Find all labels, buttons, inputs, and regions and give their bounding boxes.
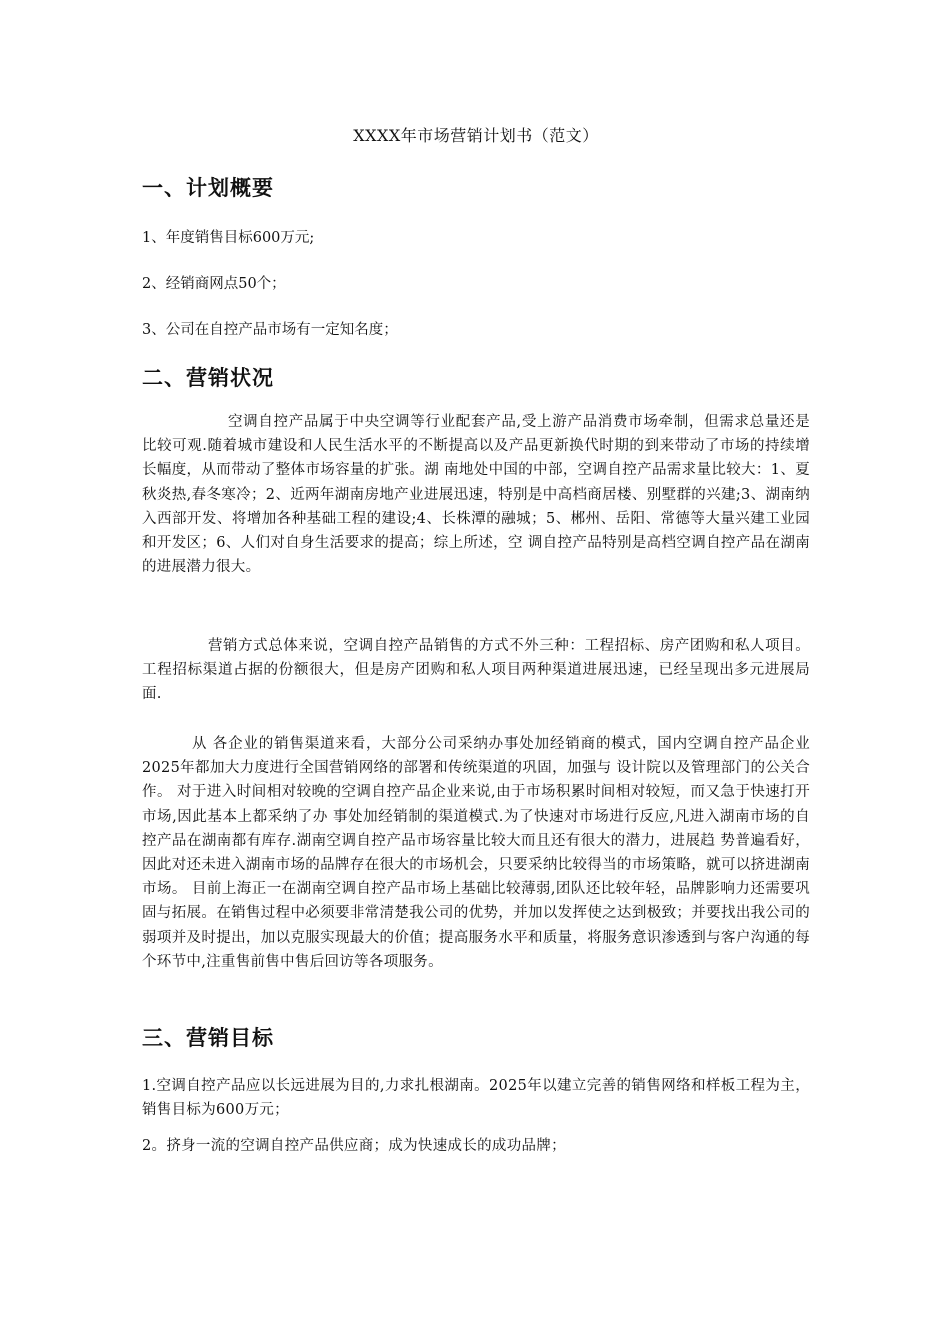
paragraph-market-overview: 空调自控产品属于中央空调等行业配套产品,受上游产品消费市场牵制，但需求总量还是比较可观.随着城市建设和人民生活水平的不断提高以及产品更新换代时期的到来带动了市场的持续增长幅度，从而带动了整体市场容量的扩张。湖 南地处中国的中部，空调自控产品需求量比较大：1、夏秋炎热,春冬寒冷；2、近两年湖南房地产业进展迅速，特别是中高档商居楼、别墅群的兴建;3、湖南纳 入西部开发、将增加各种基础工程的建设;4、长株潭的融城；5、郴州、岳阳、常德等大量兴建工业园和开发区；6、人们对自身生活要求的提高；综上所述，空 调自控产品特别是高档空调自控产品在湖南的进展潜力很大。 — [142, 414, 810, 576]
overview-item-brand-awareness: 3、公司在自控产品市场有一定知名度； — [142, 322, 398, 338]
overview-item-sales-target: 1、年度销售目标600万元; — [142, 230, 315, 246]
paragraph-sales-channels: 从 各企业的销售渠道来看，大部分公司采纳办事处加经销商的模式，国内空调自控产品企业2025年都加大力度进行全国营销网络的部署和传统渠道的巩固，加强与 设计院以及管理部门的公关合作。 对于进入时间相对较晚的空调自控产品企业来说,由于市场积累时间相对较短，而又急于快速打开市场,因此基本上都采纳了办 事处加经销制的渠道模式.为了快速对市场进行反应,凡进入湖南市场的自控产品在湖南都有库存.湖南空调自控产品市场容量比较大而且还有很大的潜力，进展趋 势普遍看好，因此对还未进入湖南市场的品牌存在很大的市场机会，只要采纳比较得当的市场策略，就可以挤进湖南市场。 目前上海正一在湖南空调自控产品市场上基础比较薄弱,团队还比较年轻，品牌影响力还需要巩固与拓展。在销售过程中必须要非常清楚我公司的优势，并加以发挥使之达到极致；并要找出我公司的弱项并及时提出，加以克服实现最大的价值；提高服务水平和质量，将服务意识渗透到与客户沟通的每个环节中,注重售前售中售后回访等各项服务。 — [142, 736, 810, 970]
section-heading-marketing-status: 二、营销状况 — [142, 366, 274, 390]
section-heading-plan-overview: 一、计划概要 — [142, 176, 274, 200]
overview-item-dealer-outlets: 2、经销商网点50个； — [142, 276, 286, 292]
paragraph-sales-methods: 营销方式总体来说，空调自控产品销售的方式不外三种：工程招标、房产团购和私人项目。工程招标渠道占据的份额很大，但是房产团购和私人项目两种渠道进展迅速，已经呈现出多元进展局面. — [142, 638, 810, 703]
goal-item-long-term: 1.空调自控产品应以长远进展为目的,力求扎根湖南。2025年以建立完善的销售网络和样板工程为主，销售目标为600万元； — [142, 1078, 810, 1119]
goal-item-top-supplier: 2。挤身一流的空调自控产品供应商；成为快速成长的成功品牌； — [142, 1138, 566, 1154]
section-heading-marketing-goals: 三、营销目标 — [142, 1026, 274, 1050]
document-title: XXXX年市场营销计划书（范文） — [353, 126, 599, 145]
